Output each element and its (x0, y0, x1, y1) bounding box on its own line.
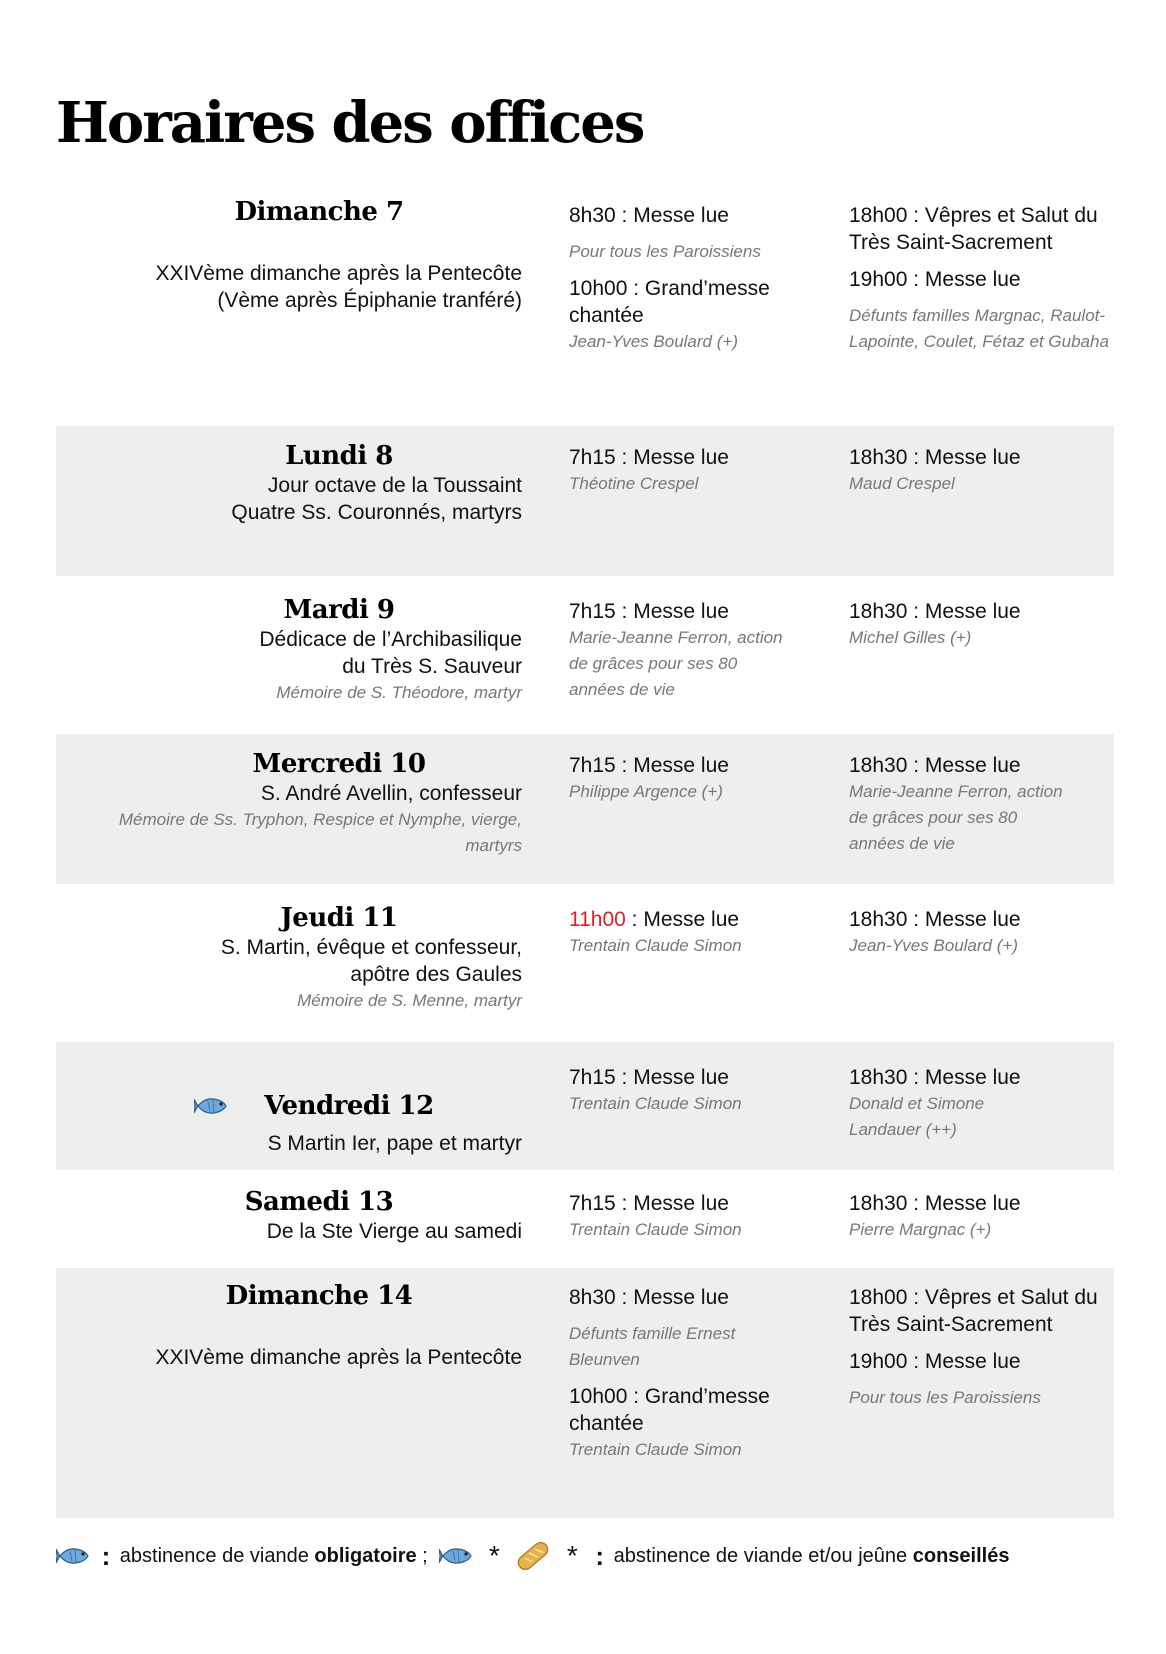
day-info (56, 196, 522, 314)
day-info (56, 1186, 522, 1245)
day-info (56, 748, 522, 859)
changed-time: 11h00 (569, 908, 626, 931)
service-time: 19h00 : Messe lue (849, 268, 1021, 291)
mass-intention: Marie-Jeanne Ferron, action de grâces pour ses 80 années de vie (849, 782, 1063, 853)
morning-services (569, 444, 829, 497)
service-time: 18h30 : Messe lue (849, 754, 1021, 777)
legend-colon: : (595, 1540, 605, 1571)
fish-icon (56, 1544, 92, 1568)
mass-intention: Défunts familles Margnac, Raulot-Lapointe, Coulet, Fétaz et Gubaha (849, 306, 1109, 351)
legend-label: abstinence de viande (119, 1544, 315, 1567)
day-info (56, 1090, 522, 1157)
morning-services (569, 598, 829, 703)
legend-label: abstinence de viande et/ou jeûne (613, 1544, 913, 1567)
day-row-samedi-13 (56, 1174, 1114, 1264)
mass-intention: Trentain Claude Simon (569, 1440, 742, 1459)
service-time: 8h30 : Messe lue (569, 1286, 729, 1309)
legend-text-obligatory (120, 1545, 428, 1568)
morning-services (569, 202, 829, 355)
mass-intention: Pierre Margnac (+) (849, 1220, 992, 1239)
day-name: Jeudi 11 (280, 903, 398, 933)
day-row-mercredi-10 (56, 734, 1114, 884)
morning-services (569, 906, 829, 959)
mass-intention: Philippe Argence (+) (569, 782, 723, 801)
legend-star: * (566, 1540, 578, 1571)
day-info (56, 1280, 522, 1371)
feast-line: S Martin Ier, pape et martyr (267, 1132, 522, 1155)
mass-intention: Michel Gilles (+) (849, 628, 972, 647)
feast-line: S. Martin, évêque et confesseur, (220, 936, 522, 959)
legend-text-advised (614, 1545, 1010, 1568)
day-row-dimanche-7 (56, 196, 1114, 416)
day-row-mardi-9 (56, 580, 1114, 730)
morning-services (569, 1064, 829, 1117)
morning-services (569, 1190, 829, 1243)
morning-services (569, 752, 829, 805)
day-name: Mercredi 10 (252, 749, 426, 779)
day-name: Lundi 8 (285, 441, 393, 471)
service-label: : Messe lue (625, 908, 740, 931)
legend-colon: : (101, 1540, 111, 1571)
day-row-vendredi-12 (56, 1042, 1114, 1170)
service-time: 8h30 : Messe lue (569, 204, 729, 227)
feast-line: Dédicace de l’Archibasilique (259, 628, 522, 651)
mass-intention: Donald et Simone Landauer (++) (849, 1094, 985, 1139)
evening-services (849, 1064, 1109, 1143)
mass-intention: Défunts famille Ernest Bleunven (569, 1324, 736, 1369)
service-time: 18h30 : Messe lue (849, 446, 1021, 469)
mass-intention: Trentain Claude Simon (569, 1220, 742, 1239)
service-time: 7h15 : Messe lue (569, 754, 729, 777)
day-name: Samedi 13 (244, 1187, 394, 1217)
service-time: 10h00 : Grand’messe chantée (569, 277, 770, 327)
service-time (569, 906, 829, 933)
mass-intention: Jean-Yves Boulard (+) (849, 936, 1018, 955)
commemoration: Mémoire de S. Théodore, martyr (276, 683, 522, 702)
feast-line: du Très S. Sauveur (342, 655, 522, 678)
service-time: 7h15 : Messe lue (569, 446, 729, 469)
mass-intention: Trentain Claude Simon (569, 936, 742, 955)
legend (56, 1538, 1114, 1574)
legend-separator: ; (416, 1544, 428, 1567)
legend-star: * (488, 1540, 500, 1571)
mass-intention: Trentain Claude Simon (569, 1094, 742, 1113)
service-time: 10h00 : Grand’messe chantée (569, 1385, 770, 1435)
day-name: Dimanche 7 (234, 197, 404, 227)
evening-services (849, 598, 1109, 651)
bread-icon (513, 1538, 553, 1574)
day-row-dimanche-14 (56, 1268, 1114, 1518)
feast-line: Jour octave de la Toussaint (267, 474, 522, 497)
commemoration: Mémoire de S. Menne, martyr (297, 991, 522, 1010)
feast-line: apôtre des Gaules (350, 963, 522, 986)
evening-services (849, 1190, 1109, 1243)
mass-intention: Théotine Crespel (569, 474, 699, 493)
fish-icon (439, 1544, 475, 1568)
feast-line: XXIVème dimanche après la Pentecôte (155, 262, 522, 285)
morning-services (569, 1284, 829, 1463)
service-time: 18h00 : Vêpres et Salut du Très Saint-Sacrement (849, 204, 1098, 254)
evening-services (849, 202, 1109, 355)
feast-line: S. André Avellin, confesseur (260, 782, 522, 805)
page-title: Horaires des offices (56, 90, 644, 156)
evening-services (849, 1284, 1109, 1411)
service-time: 7h15 : Messe lue (569, 1192, 729, 1215)
evening-services (849, 752, 1109, 857)
day-name: Dimanche 14 (225, 1281, 413, 1311)
mass-intention: Pour tous les Paroissiens (849, 1388, 1041, 1407)
service-time: 18h30 : Messe lue (849, 1066, 1021, 1089)
legend-emphasis: obligatoire (314, 1544, 417, 1567)
day-info (56, 594, 522, 706)
service-time: 18h30 : Messe lue (849, 600, 1021, 623)
legend-emphasis: conseillés (912, 1544, 1010, 1567)
service-time: 18h00 : Vêpres et Salut du Très Saint-Sacrement (849, 1286, 1098, 1336)
feast-line: De la Ste Vierge au samedi (266, 1220, 522, 1243)
feast-line: Quatre Ss. Couronnés, martyrs (231, 501, 522, 524)
mass-intention: Jean-Yves Boulard (+) (569, 332, 738, 351)
mass-intention: Maud Crespel (849, 474, 955, 493)
day-name: Vendredi 12 (264, 1091, 434, 1121)
mass-intention: Pour tous les Paroissiens (569, 242, 761, 261)
day-row-lundi-8 (56, 426, 1114, 576)
feast-line: XXIVème dimanche après la Pentecôte (155, 1346, 522, 1369)
day-info (56, 902, 522, 1014)
service-time: 18h30 : Messe lue (849, 908, 1021, 931)
day-name: Mardi 9 (283, 595, 395, 625)
service-time: 18h30 : Messe lue (849, 1192, 1021, 1215)
commemoration: Mémoire de Ss. Tryphon, Respice et Nymphe, vierge, martyrs (118, 810, 522, 855)
evening-services (849, 906, 1109, 959)
service-time: 7h15 : Messe lue (569, 1066, 729, 1089)
service-time: 19h00 : Messe lue (849, 1350, 1021, 1373)
feast-line: (Vème après Épiphanie tranféré) (217, 289, 522, 312)
evening-services (849, 444, 1109, 497)
day-row-jeudi-11 (56, 888, 1114, 1038)
mass-intention: Marie-Jeanne Ferron, action de grâces pour ses 80 années de vie (569, 628, 783, 699)
service-time: 7h15 : Messe lue (569, 600, 729, 623)
day-info (56, 440, 522, 526)
